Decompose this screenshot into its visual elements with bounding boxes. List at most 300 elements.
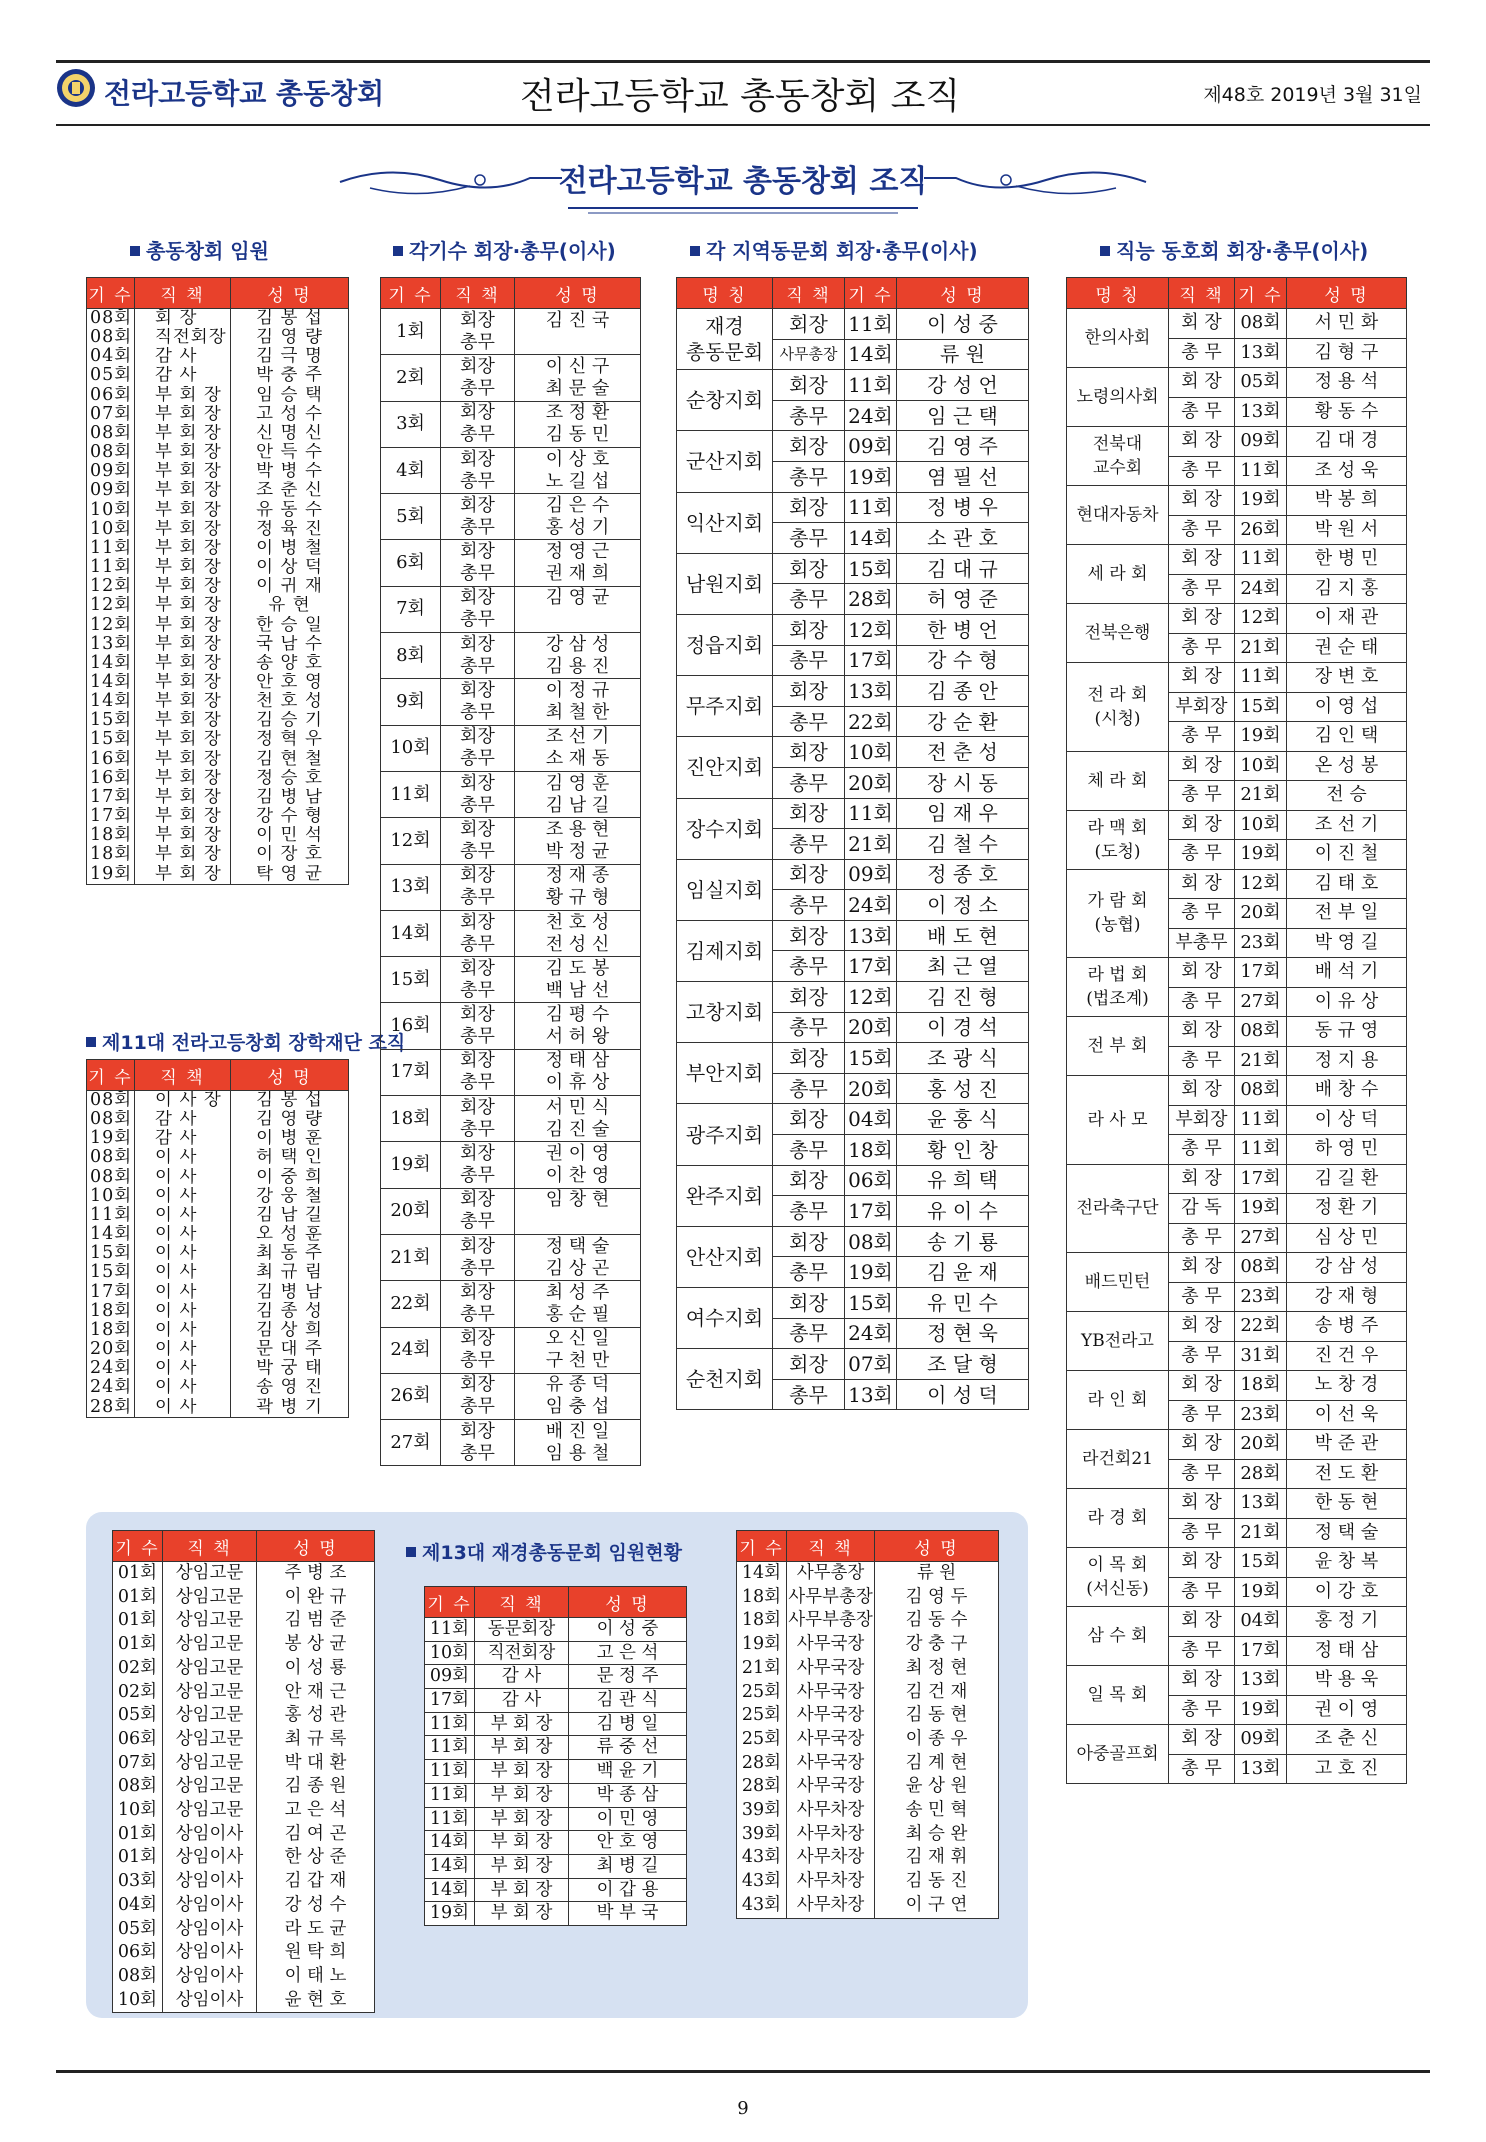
table-cell: 15회 [845,1043,897,1074]
table-cell: 사무국장 [787,1752,875,1776]
table-cell: 총무 [773,584,845,615]
table-cell: 01회 [113,1633,163,1657]
table-row [113,1989,375,2013]
table-cell: 01회 [113,1846,163,1870]
table-cell: 김 갑 재 [257,1870,375,1894]
table-cell: 11회 [1235,456,1287,486]
table-cell: 이 성 룡 [257,1657,375,1681]
table-cell: 사무부총장 [787,1609,875,1633]
table-cell: 총 무 [1169,722,1235,752]
table-cell: 24회 [381,1327,441,1373]
table-cell: 임 재 우 [897,798,1029,829]
table-cell: 사무총장 [773,339,845,370]
regional-table: 명 칭 직 책 기 수 성 명 재경 총동문회 회장 11회 이 성 중 사무총장 14회 류 원 순창지회 회장 11회 강 성 언 총무 24회 임 근 택 군산지회 회장 09회 김 영 주 총무 19회 염 필 선 익산지회 회장 11회 정 병 우 총무 14회 소 관 호 남원지회 회장 15회 김 대 규 총무 28회 허 영 준 정읍지회 회장 12회 한 병 언 총무 17회 강 수 형 무주지회 회장 13회 김 종 안 총무 22회 강 순 환 진안지회 회장 10회 전 춘 성 총무 20회 장 시 동 장수지회 회장 11회 임 재 우 총무 21회 김 철 수 임실지회 회장 09회 정 종 호 총무 24회 이 정 소 김제지회 회장 13회 배 도 현 총무 17회 최 근 열 고창지회 회장 12회 김 진 형 총무 20회 이 경 석 부안지회 회장 15회 조 광 식 총무 20회 홍 성 진 광주지회 회장 04회 윤 홍 식 총무 18회 황 인 창 완주지회 회장 06회 유 희 택 총무 17회 유 이 수 안산지회 회장 08회 송 기 룡 총무 19회 김 윤 재 여수지회 회장 15회 유 민 수 총무 24회 정 현 욱 순천지회 회장 07회 조 달 형 총무 13회 이 성 덕 [676,277,1029,1410]
table-cell: 안산지회 [677,1226,773,1287]
table-cell: 회 장 [1169,810,1235,840]
table-cell: 이 목 회 (서신동) [1067,1548,1169,1607]
table-cell: 정 지 용 [1287,1046,1407,1076]
table-row [381,725,641,771]
table-cell: 17회 [1235,1636,1287,1666]
table-cell: 부 회 장 [135,577,231,596]
table-cell: 05회 [87,366,135,385]
table-row [113,1728,375,1752]
table-cell: 이 선 욱 [1287,1400,1407,1430]
table-cell: 사무차장 [787,1846,875,1870]
table-cell: 송 영 진 [231,1378,349,1397]
table-row [1067,1489,1407,1519]
table-row [87,1225,349,1244]
table-row [737,1752,999,1776]
table-row [87,443,349,462]
table-cell: 회 장 [1169,1548,1235,1578]
section-jaegyeong-title: 제13대 재경총동문회 임원현황 [406,1538,682,1565]
table-cell: 사무국장 [787,1728,875,1752]
table-row [1067,810,1407,840]
table-cell: 04회 [1235,1607,1287,1637]
table-cell: 회 장 [1169,1253,1235,1283]
table-row [87,1091,349,1111]
table-cell: 08회 [1235,1076,1287,1106]
table-cell: 회 장 [1169,1489,1235,1519]
table-cell: 부 회 장 [135,673,231,692]
table-cell: 19회 [87,1129,135,1148]
table-cell: 회장 총무 [441,818,515,864]
table-cell: 곽 병 기 [231,1398,349,1418]
table-cell: 13회 [1235,338,1287,368]
table-row [737,1681,999,1705]
table-cell: 김 영 두 [875,1586,999,1610]
table-row [381,355,641,401]
table-cell: 가 람 회 (농협) [1067,869,1169,958]
section-clubs-title: 직능 동호회 회장·총무(이사) [1100,235,1368,264]
table-cell: 상임고문 [163,1586,257,1610]
table-row [1067,368,1407,398]
table-cell: 21회 [737,1657,787,1681]
table-cell: 4회 [381,447,441,493]
table-cell: 이 강 호 [1287,1577,1407,1607]
table-cell: 이 상 호 노 길 섭 [515,447,641,493]
table-cell: 무주지회 [677,676,773,737]
table-cell: 이 종 우 [875,1728,999,1752]
table-row [87,386,349,405]
table-cell: 사무부총장 [787,1586,875,1610]
table-cell: 정 태 삼 이 휴 상 [515,1049,641,1095]
table-cell: 총 무 [1169,1695,1235,1725]
table-cell: 김 태 호 [1287,869,1407,899]
table-row [1067,663,1407,693]
table-cell: 이 성 중 [897,309,1029,340]
col-jik: 직 책 [135,278,231,309]
table-cell: 장수지회 [677,798,773,859]
table-cell: 고 성 수 [231,405,349,424]
table-cell: 14회 [737,1562,787,1586]
table-cell: 세 라 회 [1067,545,1169,604]
table-row [1067,1253,1407,1283]
table-cell: 이 정 규 최 철 한 [515,679,641,725]
table-cell: 17회 [845,1196,897,1227]
table-cell: 부 회 장 [475,1902,569,1926]
table-cell: 13회 [845,676,897,707]
table-row [113,1870,375,1894]
table-cell: 한의사회 [1067,309,1169,368]
table-cell: 이 정 소 [897,890,1029,921]
table-row [737,1586,999,1610]
table-cell: 회장 [773,492,845,523]
table-cell: 14회 [425,1854,475,1878]
table-row [87,635,349,654]
table-row [87,692,349,711]
table-cell: 이 민 영 [569,1807,687,1831]
table-cell: 강 수 형 [897,645,1029,676]
table-cell: 01회 [113,1586,163,1610]
table-cell: 총 무 [1169,1046,1235,1076]
table-row [737,1823,999,1847]
table-cell: 총 무 [1169,1341,1235,1371]
table-cell: 전 부 회 [1067,1017,1169,1076]
table-cell: 김 관 식 [569,1689,687,1713]
table-cell: 부 회 장 [475,1712,569,1736]
table-cell: 총 무 [1169,574,1235,604]
table-cell: 총 무 [1169,338,1235,368]
table-cell: 상임고문 [163,1775,257,1799]
table-cell: 광주지회 [677,1104,773,1165]
table-cell: 부 회 장 [135,386,231,405]
table-cell: 회장 총무 [441,447,515,493]
table-cell: 여수지회 [677,1288,773,1349]
table-cell: 회 장 [1169,1371,1235,1401]
table-cell: 부 회 장 [135,807,231,826]
table-cell: 사무국장 [787,1633,875,1657]
table-cell: 상임고문 [163,1799,257,1823]
table-cell: 21회 [1235,1046,1287,1076]
table-row [113,1775,375,1799]
table-cell: 회 장 [1169,604,1235,634]
table-cell: 10회 [425,1641,475,1665]
table-cell: 강 순 환 [897,706,1029,737]
table-cell: 전 승 [1287,781,1407,811]
scholarship-table: 기 수 직 책 성 명 08회 이 사 장 김 봉 섭 08회 감 사 김 영 량 19회 감 사 이 병 훈 08회 이 사 허 택 인 08회 이 사 이 중 희 10회 이 사 강 웅 철 11회 이 사 김 남 길 14회 이 사 오 성 훈 15회 이 사 최 동 주 15회 이 사 최 규 림 17회 이 사 김 병 남 18회 이 사 김 종 성 18회 이 사 김 상 희 20회 이 사 문 대 주 24회 이 사 박 궁 태 24회 이 사 송 영 진 28회 이 사 곽 병 기 [86,1059,349,1418]
table-row [381,447,641,493]
table-cell: 김 종 원 [257,1775,375,1799]
table-cell: 14회 [845,339,897,370]
table-cell: 이 사 장 [135,1091,231,1111]
table-cell: 19회 [1235,840,1287,870]
table-cell: 23회 [1235,1400,1287,1430]
table-cell: 사무차장 [787,1870,875,1894]
table-cell: 09회 [845,859,897,890]
table-cell: 김 동 수 [875,1609,999,1633]
table-row [677,737,1029,768]
table-cell: 총 무 [1169,456,1235,486]
table-row [87,807,349,826]
table-cell: 완주지회 [677,1165,773,1226]
table-cell: 회장 [773,982,845,1013]
table-row [113,1752,375,1776]
table-cell: 이 사 [135,1225,231,1244]
table-cell: 12회 [381,818,441,864]
table-cell: 김 영 량 [231,1110,349,1129]
table-row [87,865,349,885]
table-row [1067,1164,1407,1194]
table-cell: 문 대 주 [231,1340,349,1359]
table-cell: 임 근 택 [897,400,1029,431]
table-cell: 08회 [845,1226,897,1257]
table-cell: 라건회21 [1067,1430,1169,1489]
table-cell: 부 회 장 [135,845,231,864]
table-cell: 16회 [87,750,135,769]
table-cell: 회 장 [1169,751,1235,781]
table-cell: 10회 [87,501,135,520]
table-cell: 상임이사 [163,1941,257,1965]
table-cell: 익산지회 [677,492,773,553]
table-cell: 부 회 장 [135,730,231,749]
table-cell: 24회 [1235,574,1287,604]
table-cell: 유 현 [231,596,349,615]
table-cell: 한 병 언 [897,614,1029,645]
table-cell: 9회 [381,679,441,725]
table-cell: 남원지회 [677,553,773,614]
table-cell: 08회 [87,328,135,347]
table-cell: 이 중 희 [231,1168,349,1187]
table-cell: 14회 [87,1225,135,1244]
table-cell: 노 창 경 [1287,1371,1407,1401]
table-cell: 총무 [773,767,845,798]
table-cell: 13회 [1235,1666,1287,1696]
table-row [425,1807,687,1831]
table-cell: 감 사 [135,1110,231,1129]
table-cell: 11회 [845,309,897,340]
table-cell: 조 정 환 김 동 민 [515,401,641,447]
table-cell: 송 양 호 [231,654,349,673]
table-cell: 회 장 [1169,1076,1235,1106]
table-cell: 최 규 록 [257,1728,375,1752]
table-cell: 김제지회 [677,920,773,981]
table-cell: 2회 [381,355,441,401]
table-cell: 회장 [773,737,845,768]
table-cell: 01회 [113,1562,163,1586]
table-row [381,957,641,1003]
table-row [381,1373,641,1419]
table-cell: 17회 [1235,958,1287,988]
table-row [1067,1548,1407,1578]
table-row [425,1854,687,1878]
table-cell: 27회 [381,1420,441,1466]
table-cell: 회 장 [1169,869,1235,899]
table-row [113,1941,375,1965]
table-cell: 부 회 장 [135,462,231,481]
table-cell: 삼 수 회 [1067,1607,1169,1666]
table-cell: 회장 총무 [441,957,515,1003]
table-row [87,558,349,577]
table-cell: 26회 [1235,515,1287,545]
table-row [677,492,1029,523]
table-cell: 김 봉 섭 [231,1091,349,1111]
school-emblem-icon [56,68,96,108]
table-row [381,771,641,817]
table-cell: 19회 [1235,722,1287,752]
table-cell: 22회 [381,1281,441,1327]
table-row [677,920,1029,951]
table-cell: 최 동 주 [231,1244,349,1263]
table-cell: 윤 현 호 [257,1989,375,2013]
table-cell: 12회 [1235,604,1287,634]
table-row [87,711,349,730]
table-cell: 최 근 열 [897,951,1029,982]
table-cell: 이 사 [135,1168,231,1187]
table-cell: 부 회 장 [135,443,231,462]
table-cell: 순창지회 [677,370,773,431]
table-row [113,1633,375,1657]
table-cell: 11회 [1235,1135,1287,1165]
table-cell: 정 육 진 [231,520,349,539]
table-cell: 상임고문 [163,1681,257,1705]
table-cell: 안 호 영 [231,673,349,692]
table-row [425,1689,687,1713]
table-cell: 09회 [425,1665,475,1689]
table-cell: 황 동 수 [1287,397,1407,427]
table-cell: 총 무 [1169,515,1235,545]
table-cell: 부안지회 [677,1043,773,1104]
table-cell: 04회 [113,1894,163,1918]
table-cell: 21회 [381,1234,441,1280]
table-row [87,1263,349,1282]
table-cell: 24회 [845,400,897,431]
table-cell: 부 회 장 [135,788,231,807]
table-row [1067,1430,1407,1460]
table-cell: 43회 [737,1870,787,1894]
table-cell: 1회 [381,309,441,355]
table-row [737,1846,999,1870]
table-cell: 유 희 택 [897,1165,1029,1196]
table-cell: 직전회장 [475,1641,569,1665]
table-row [425,1665,687,1689]
table-row [677,614,1029,645]
table-cell: 이 사 [135,1378,231,1397]
table-cell: 회장 [773,1349,845,1380]
table-cell: 일 목 회 [1067,1666,1169,1725]
table-cell: 라 경 회 [1067,1489,1169,1548]
table-cell: 회장 총무 [441,910,515,956]
table-cell: 26회 [381,1373,441,1419]
table-cell: 강 충 구 [875,1633,999,1657]
table-cell: 회장 총무 [441,1373,515,1419]
table-cell: 김 건 재 [875,1681,999,1705]
table-cell: 소 관 호 [897,523,1029,554]
table-cell: 총무 [773,461,845,492]
table-cell: 정 영 근 권 재 희 [515,540,641,586]
table-row [381,1049,641,1095]
table-cell: 부 회 장 [135,711,231,730]
table-cell: 회장 [773,370,845,401]
table-cell: 8회 [381,633,441,679]
table-cell: 21회 [1235,1518,1287,1548]
table-row [1067,309,1407,339]
table-cell: 김 현 철 [231,750,349,769]
table-cell: 12회 [87,616,135,635]
table-row [113,1894,375,1918]
table-cell: 회 장 [1169,545,1235,575]
table-cell: 온 성 봉 [1287,751,1407,781]
table-cell: 20회 [1235,1430,1287,1460]
table-cell: 진안지회 [677,737,773,798]
table-row [87,845,349,864]
table-cell: 감 사 [135,1129,231,1148]
table-cell: 총 무 [1169,899,1235,929]
table-cell: 회장 [773,1104,845,1135]
table-cell: 18회 [87,826,135,845]
table-cell: 18회 [87,845,135,864]
table-row [113,1823,375,1847]
table-cell: 11회 [425,1783,475,1807]
section-officers-title: 총동창회 임원 [130,235,269,264]
table-cell: 박 준 관 [1287,1430,1407,1460]
table-cell: 이 완 규 [257,1586,375,1610]
table-cell: 19회 [425,1902,475,1926]
table-row [381,1281,641,1327]
table-cell: 10회 [381,725,441,771]
table-cell: 부 회 장 [135,596,231,615]
table-cell: 07회 [87,405,135,424]
table-cell: 08회 [87,1148,135,1167]
table-cell: 08회 [1235,1253,1287,1283]
table-cell: 전북대 교수회 [1067,427,1169,486]
table-cell: 김 종 성 [231,1302,349,1321]
table-cell: 회장 총무 [441,586,515,632]
table-row [87,347,349,366]
table-cell: 28회 [845,584,897,615]
table-row [1067,604,1407,634]
page-number: 9 [737,2098,749,2119]
table-cell: 하 영 민 [1287,1135,1407,1165]
table-cell: 서 민 화 [1287,309,1407,339]
table-cell: 이 사 [135,1359,231,1378]
table-row [677,370,1029,401]
table-row [87,1398,349,1418]
table-cell: 22회 [845,706,897,737]
table-cell: 04회 [845,1104,897,1135]
table-cell: 최 승 완 [875,1823,999,1847]
table-cell: 상임이사 [163,1989,257,2013]
table-cell: 부 회 장 [135,481,231,500]
table-cell: 이 사 [135,1148,231,1167]
table-row [381,494,641,540]
table-cell: 황 인 창 [897,1135,1029,1166]
table-cell: 조 성 욱 [1287,456,1407,486]
table-cell: 회장 총무 [441,355,515,401]
table-row [87,1359,349,1378]
table-row [1067,545,1407,575]
table-row [737,1633,999,1657]
table-row [87,1378,349,1397]
table-cell: 11회 [1235,1105,1287,1135]
table-cell: 임 창 현 [515,1188,641,1234]
table-cell: 총무 [773,829,845,860]
table-cell: 전라축구단 [1067,1164,1169,1253]
table-row [677,1226,1029,1257]
table-cell: 08회 [87,424,135,443]
table-cell: 19회 [845,1257,897,1288]
table-row [677,859,1029,890]
table-row [87,654,349,673]
table-cell: 김 길 환 [1287,1164,1407,1194]
table-cell: 20회 [381,1188,441,1234]
table-cell: 홍 성 진 [897,1073,1029,1104]
table-cell: 김 철 수 [897,829,1029,860]
table-row [113,1562,375,1586]
table-cell: 회장 총무 [441,401,515,447]
table-cell: 15회 [87,730,135,749]
table-cell: 상임고문 [163,1704,257,1728]
